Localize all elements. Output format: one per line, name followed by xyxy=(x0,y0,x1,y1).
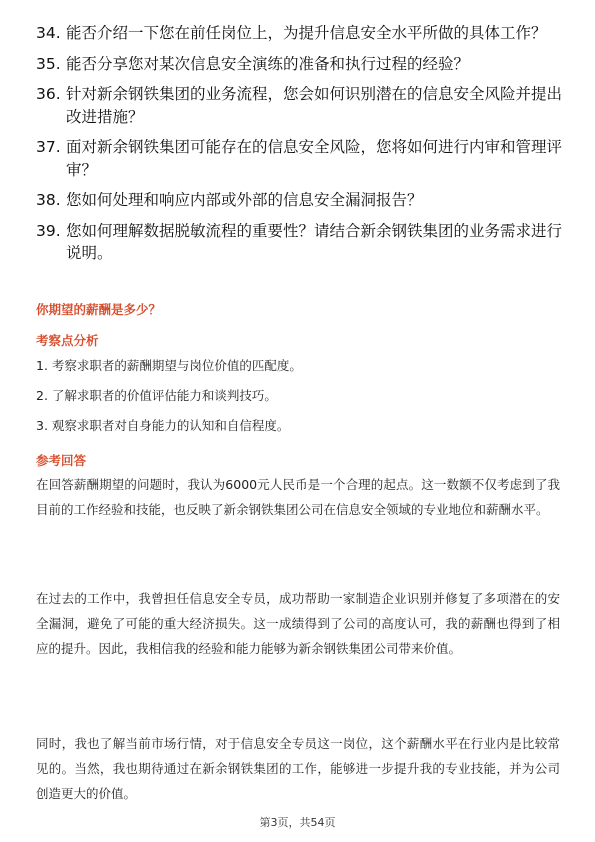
answer-paragraph: 同时，我也了解当前市场行情，对于信息安全专员这一岗位，这个薪酬水平在行业内是比较常见的。当然，我也期待通过在新余钢铁集团的工作，能够进一步提升我的专业技能，并为公司创造更大的价值。 xyxy=(36,736,560,801)
question-number: 34. xyxy=(36,24,61,42)
question-text: 您如何处理和响应内部或外部的信息安全漏洞报告？ xyxy=(66,191,423,209)
question-number: 38. xyxy=(36,191,61,209)
question-item xyxy=(36,136,566,181)
page-number: 第3页，共54页 xyxy=(259,816,336,829)
salary-question-heading: 你期望的薪酬是多少？ xyxy=(36,302,162,317)
analysis-item: 1. 考察求职者的薪酬期望与岗位价值的匹配度。 xyxy=(36,358,302,373)
question-item xyxy=(36,220,566,265)
question-text: 能否介绍一下您在前任岗位上，为提升信息安全水平所做的具体工作？ xyxy=(66,24,547,42)
answer-paragraph: 在过去的工作中，我曾担任信息安全专员，成功帮助一家制造企业识别并修复了多项潜在的安全漏洞，避免了可能的重大经济损失。这一成绩得到了公司的高度认可，我的薪酬也得到了相应的提升。因此，我相信我的经验和能力能够为新余钢铁集团公司带来价值。 xyxy=(36,591,560,656)
question-item xyxy=(36,22,566,45)
analysis-item: 2. 了解求职者的价值评估能力和谈判技巧。 xyxy=(36,388,277,403)
question-number: 35. xyxy=(36,54,61,73)
question-item xyxy=(36,189,566,212)
question-text: 面对新余钢铁集团可能存在的信息安全风险，您将如何进行内审和管理评审？ xyxy=(66,138,563,179)
question-list xyxy=(36,22,566,273)
answer-paragraph: 在回答薪酬期望的问题时，我认为6000元人民币是一个合理的起点。这一数额不仅考虑到了我目前的工作经验和技能，也反映了新余钢铁集团公司在信息安全领域的专业地位和薪酬水平。 xyxy=(36,477,560,517)
question-number: 36. xyxy=(36,85,61,103)
analysis-item: 3. 观察求职者对自身能力的认知和自信程度。 xyxy=(36,418,290,433)
question-text: 您如何理解数据脱敏流程的重要性？请结合新余钢铁集团的业务需求进行说明。 xyxy=(66,221,563,262)
question-item xyxy=(36,83,566,128)
analysis-list xyxy=(36,356,556,446)
reference-answer-heading: 参考回答 xyxy=(36,453,87,468)
question-text: 针对新余钢铁集团的业务流程，您会如何识别潜在的信息安全风险并提出改进措施？ xyxy=(66,85,563,126)
analysis-heading: 考察点分析 xyxy=(36,333,99,348)
question-item xyxy=(36,53,566,76)
question-text: 能否分享您对某次信息安全演练的准备和执行过程的经验？ xyxy=(66,54,470,73)
question-number: 39. xyxy=(36,221,61,240)
question-number: 37. xyxy=(36,138,61,156)
